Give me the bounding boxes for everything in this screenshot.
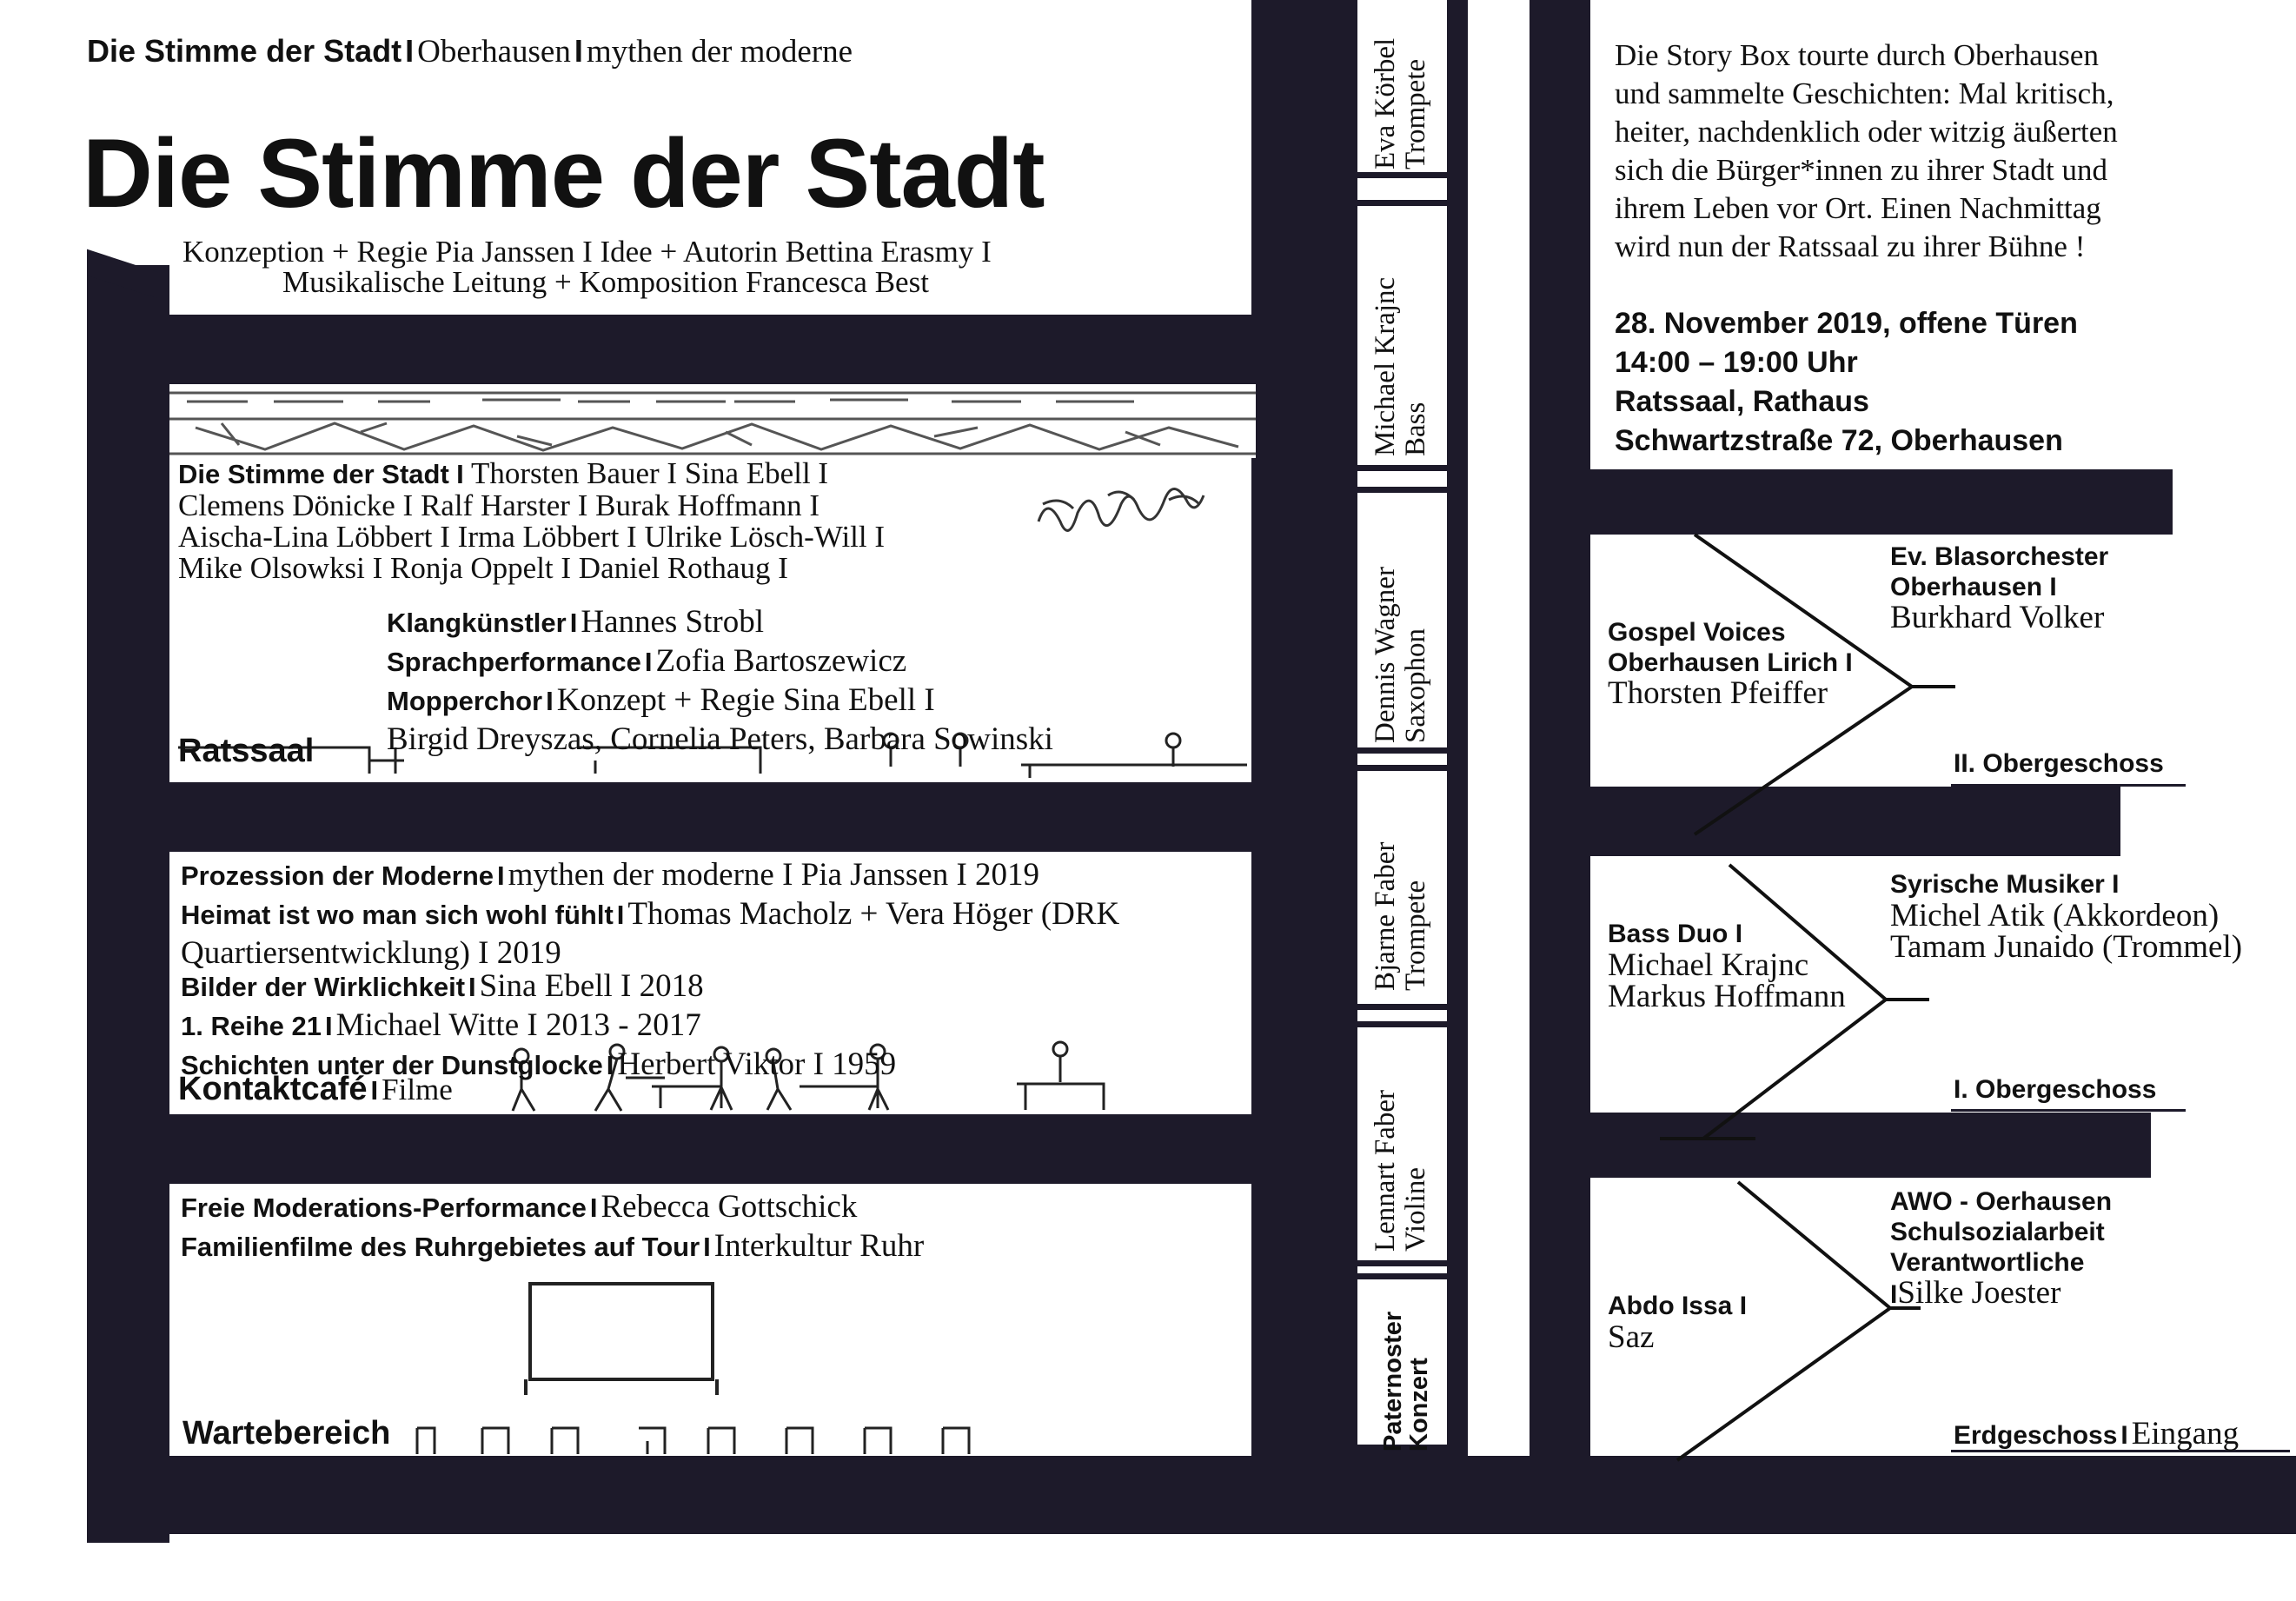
wartebereich-chairs-sketch [413,1424,1238,1458]
paternoster-cabin-divider [1356,1004,1447,1010]
left-outer-wall [87,265,169,1543]
event-address: Schwartzstraße 72, Oberhausen [1615,424,2063,457]
paternoster-cabin-divider [1356,172,1447,178]
paternoster-shaft-right [1447,0,1468,1478]
main-title: Die Stimme der Stadt [83,119,1045,228]
room-label-kontaktcafe: Kontaktcafé I Filme [178,1071,453,1107]
kontaktcafe-floor [156,1114,1260,1184]
ratssaal-ceiling [87,315,1251,384]
og2-right-group: Ev. Blasorchester Oberhausen I Burkhard Volker [1890,542,2109,635]
roof-ornament [169,384,1256,458]
header-series: mythen der moderne [586,34,853,70]
intro-text: Die Story Box tourte durch Oberhausen und sammelte Geschichten: Mal kritisch, heiter, nachdenklich oder witzig äußerten sich die Bürger*innen zu ihrer Stadt und ihrem Leben vor Ort. Einen Nachmittag wird nun der Ratssaal zu ihrer Bühne ! [1615,38,2118,263]
paternoster-musician-4: Bjarne Faber Trompete [1370,841,1431,991]
paternoster-cabin-divider [1356,1021,1447,1027]
ensemble-title: Die Stimme der Stadt [178,459,449,489]
og1-left-group: Bass Duo I Michael Krajnc Markus Hoffmann [1608,920,1846,1014]
paternoster-cabin-divider [1356,747,1447,754]
paternoster-musician-1: Eva Körbel Trompete [1370,37,1431,169]
central-column [1251,0,1338,1478]
paternoster-musician-3: Dennis Wagner Saxophon [1370,567,1431,743]
header-line: Die Stimme der Stadt I Oberhausen I mythen der moderne [87,33,853,70]
floor-label-og1: I. Obergeschoss [1954,1075,2157,1104]
paternoster-shaft-left [1330,0,1357,1478]
event-venue: Ratssaal, Rathaus [1615,385,1869,418]
room-label-ratssaal: Ratssaal [178,733,315,769]
header-city: Oberhausen [417,34,571,70]
wartebereich-items: Freie Moderations-Performance I Rebecca Gottschick Familienfilme des Ruhrgebietes auf Tour I Interkultur Ruhr [181,1189,925,1264]
floor-label-eg: Erdgeschoss I Eingang [1954,1416,2240,1452]
paternoster-cabin-divider [1356,765,1447,771]
header-title-small: Die Stimme der Stadt [87,33,402,69]
og1-right-group: Syrische Musiker I Michel Atik (Akkordeon) Tamam Junaido (Trommel) [1890,870,2243,965]
right-tower-wall [1530,0,1590,1478]
ratssaal-items: Klangkünstler I Hannes Strobl Sprachperformance I Zofia Bartoszewicz Mopperchor I Konzept + Regie Sina Ebell I Birgid Dreyszas, Cornelia Peters, Barbara Sowinski [387,604,1053,757]
ratssaal-ensemble: Die Stimme der Stadt I Thorsten Bauer I Sina Ebell I Clemens Dönicke I Ralf Harster I Burak Hoffmann I Aischa-Lina Löbbert I Irma Löbbert I Ulrike Lösch-Will I Mike Olsowksi I Ronja Oppelt I Daniel Rothaug I [178,456,886,585]
kontaktcafe-films: Prozession der Moderne I mythen der moderne I Pia Janssen I 2019 Heimat ist wo man sich wohl fühlt I Thomas Macholz + Vera Höger (DRK Quartiersentwicklung) I 2019 Bilder der Wirklichkeit I Sina Ebell I 2018 1. Reihe 21 I Michael Witte I 2013 - 2017 Schichten unter der Dunstglocke I Herbert Viktor I 1959 [181,857,1120,1082]
paternoster-cabin-divider [1356,200,1447,206]
credits-line-2: Musikalische Leitung + Komposition Francesca Best [282,265,929,299]
og2-left-group: Gospel Voices Oberhausen Lirich I Thorsten Pfeiffer [1608,618,1853,711]
paternoster-cabin-divider [1356,1273,1447,1279]
paternoster-cabin-divider [1356,465,1447,471]
paternoster-musician-2: Michael Krajnc Bass [1370,276,1431,456]
paternoster-musician-5: Lennart Faber Violine [1370,1090,1431,1252]
wartebereich-screen-sketch [513,1273,730,1395]
paternoster-label: Paternoster Konzert [1379,1311,1434,1452]
event-details [1615,304,2078,461]
room-label-wartebereich: Wartebereich [182,1415,391,1452]
credits-line-1: Konzeption + Regie Pia Janssen I Idee + Autorin Bettina Erasmy I [182,235,992,269]
ratssaal-floor [87,782,1260,852]
floor-label-og2: II. Obergeschoss [1954,749,2164,778]
eg-left-group: Abdo Issa I Saz [1608,1292,1748,1355]
paternoster-cabin-divider [1356,487,1447,493]
og2-floor-line [1951,784,2186,787]
scribble-sketch [1030,478,1238,548]
event-time: 14:00 – 19:00 Uhr [1615,346,1858,379]
event-date: 28. November 2019, offene Türen [1615,307,2078,340]
paternoster-cabin-divider [1356,1260,1447,1266]
og1-floor-line [1951,1109,2186,1112]
eg-right-group: AWO - Oerhausen Schulsozialarbeit Verantwortliche ISilke Joester [1890,1187,2113,1311]
